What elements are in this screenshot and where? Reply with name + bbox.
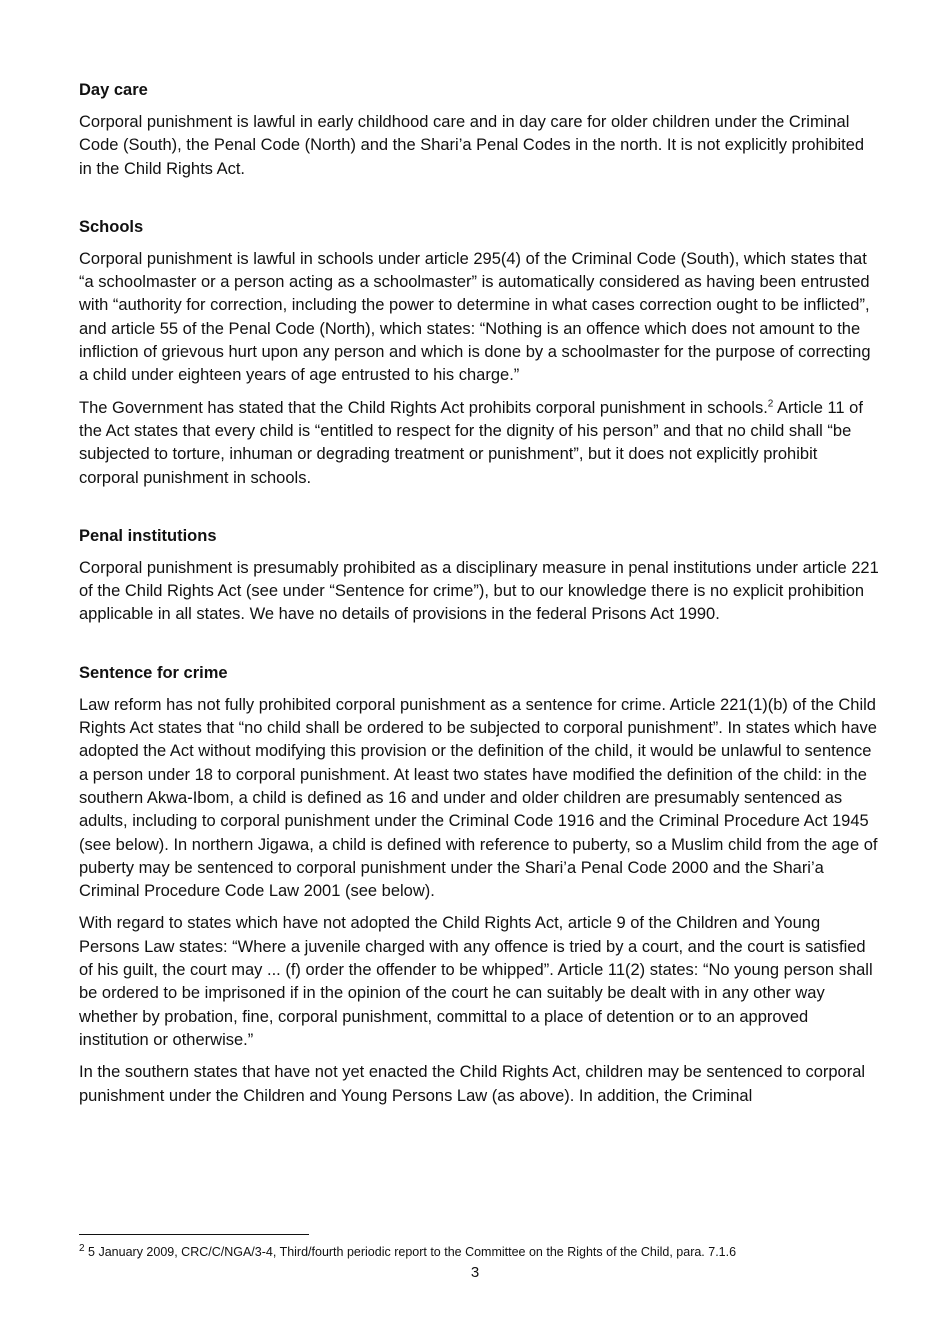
footnote — [79, 1244, 899, 1260]
section-sentence-for-crime — [79, 661, 879, 1108]
footnote-text: 5 January 2009, CRC/C/NGA/3-4, Third/fourth periodic report to the Committee on the Rights of the Child, para. 7.1.6 — [88, 1245, 737, 1259]
paragraph: Corporal punishment is lawful in early childhood care and in day care for older children under the Criminal Code (South), the Penal Code (North) and the Shari’a Penal Codes in the north. It is not explicitly prohibited in the Child Rights Act. — [79, 113, 865, 178]
section-day-care — [79, 78, 879, 181]
section-schools — [79, 215, 879, 490]
section-heading: Penal institutions — [79, 526, 217, 545]
paragraph-with-footnote — [79, 397, 879, 490]
paragraph-text: The Government has stated that the Child Rights Act prohibits corporal punishment in schools. — [79, 398, 768, 417]
footnote-divider — [79, 1234, 309, 1235]
page-number: 3 — [470, 1264, 480, 1281]
paragraph: Corporal punishment is presumably prohibited as a disciplinary measure in penal institutions under article 221 of the Child Rights Act (see under “Sentence for crime”), but to our knowledge there is no explicit prohibition applicable in all states. We have no details of provisions in the federal Prisons Act 1990. — [79, 558, 879, 624]
section-heading: Sentence for crime — [79, 663, 228, 682]
paragraph-text: Article 11 of the Act states that every child is “entitled to respect for the dignity of his person” and that no child shall “be subjected to torture, inhuman or degrading treatment or punishment”, but it does not explicitly prohibit corporal punishment in schools. — [79, 398, 863, 487]
section-heading: Day care — [79, 81, 148, 99]
document-body — [79, 78, 879, 1142]
paragraph: With regard to states which have not adopted the Child Rights Act, article 9 of the Children and Young Persons Law states: “Where a juvenile charged with any offence is tried by a court, and the court is satisfied of his guilt, the court may ... (f) order the offender to be whipped”. Article 11(2) states: “No young person shall be ordered to be imprisoned if in the opinion of the court he can suitably be dealt with in any other way whether by probation, fine, corporal punishment, committal to a place of detention or to an approved institution or otherwise.” — [79, 914, 873, 1049]
paragraph: In the southern states that have not yet enacted the Child Rights Act, children may be sentenced to corporal punishment under the Children and Young Persons Law (as above). In addition, the Criminal — [79, 1063, 866, 1105]
paragraph: Corporal punishment is lawful in schools under article 295(4) of the Criminal Code (South), which states that “a schoolmaster or a person acting as a schoolmaster” is automatically considered as having been entrusted with “authority for correction, including the power to determine in what cases correction ought to be inflicted”, and article 55 of the Penal Code (North), which states: “Nothing is an offence which does not amount to the infliction of grievous hurt upon any person and which is done by a schoolmaster for the purpose of correcting a child under eighteen years of age entrusted to his charge.” — [79, 249, 871, 385]
footnote-reference[interactable]: 2 — [767, 398, 774, 410]
paragraph: Law reform has not fully prohibited corporal punishment as a sentence for crime. Article 221(1)(b) of the Child Rights Act states that “no child shall be ordered to be subjected to corporal punishment”. In states which have adopted the Act without modifying this provision or the definition of the child, it would be unlawful to sentence a person under 18 to corporal punishment. At least two states have modified the definition of the child: in the southern Akwa-Ibom, a child is defined as 16 and under and older children are presumably sentenced as adults, including to corporal punishment under the Criminal Code 1916 and the Criminal Procedure Act 1945 (see below). In northern Jigawa, a child is defined with reference to puberty, so a Muslim child from the age of puberty may be sentenced to corporal punishment under the Shari’a Penal Code 2000 and the Shari’a Criminal Procedure Code Law 2001 (see below). — [79, 695, 878, 901]
footnote-number: 2 — [79, 1242, 85, 1254]
section-heading: Schools — [79, 217, 144, 236]
section-penal-institutions — [79, 524, 879, 627]
